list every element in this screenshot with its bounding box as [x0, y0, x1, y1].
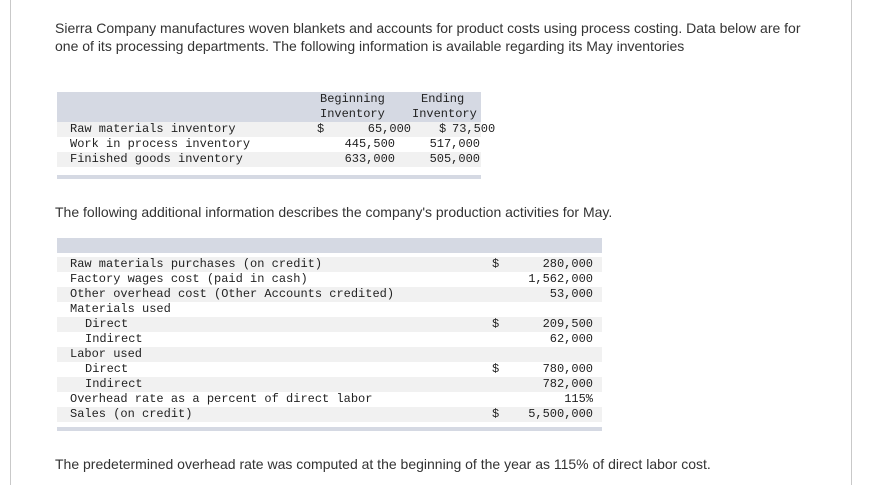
inventory-table-footer-rule: [57, 175, 481, 179]
table-row: [57, 272, 602, 287]
table-row: [57, 347, 602, 362]
table-row: [57, 317, 602, 332]
row-value: 115%: [564, 392, 593, 406]
frame-left-border: [10, 0, 11, 485]
table-row: [57, 122, 496, 137]
header-beginning-line1: Beginning: [320, 92, 385, 106]
table-row: [57, 407, 602, 422]
row-label: Materials used: [70, 302, 171, 316]
row-value: 209,500: [542, 317, 593, 331]
beginning-value: 65,000: [367, 122, 411, 136]
row-label: Raw materials inventory: [70, 122, 236, 136]
frame-right-border: [851, 0, 852, 485]
currency-symbol: $: [317, 122, 325, 136]
activities-intro-paragraph: The following additional information describes the company's production activities for May.: [55, 204, 613, 220]
table-row: [57, 152, 481, 167]
ending-value: 73,500: [452, 122, 496, 136]
intro-paragraph: Sierra Company manufactures woven blankets and accounts for product costs using process costing. Data below are for one of its processing departments. The following information is available regarding its May inventories: [55, 20, 801, 54]
header-ending-line2: Inventory: [412, 107, 477, 121]
row-label: Direct: [85, 362, 129, 376]
row-value: 5,500,000: [528, 407, 593, 421]
row-value: 780,000: [542, 362, 593, 376]
table-row: [57, 392, 602, 407]
table-row: [57, 302, 602, 317]
ending-value: 517,000: [429, 137, 480, 151]
table-row: [57, 377, 602, 392]
currency-symbol: $: [492, 362, 500, 376]
row-value: 280,000: [542, 257, 593, 271]
activity-table-footer-rule: [57, 427, 602, 431]
beginning-value: 633,000: [344, 152, 395, 166]
row-value: 53,000: [549, 287, 593, 301]
table-row: [57, 287, 602, 302]
header-ending-line1: Ending: [421, 92, 465, 106]
ending-value: 505,000: [429, 152, 480, 166]
inventory-table-header: [57, 92, 481, 122]
row-label: Direct: [85, 317, 129, 331]
table-row: [57, 137, 481, 152]
row-label: Sales (on credit): [70, 407, 193, 421]
header-beginning-line2: Inventory: [320, 107, 385, 121]
row-label: Indirect: [85, 332, 143, 346]
activity-table-header: [57, 238, 602, 253]
row-value: 62,000: [549, 332, 593, 346]
beginning-value: 445,500: [344, 137, 395, 151]
currency-symbol: $: [492, 317, 500, 331]
inventory-table: [57, 92, 496, 179]
row-label: Finished goods inventory: [70, 152, 243, 166]
activity-table: [57, 238, 602, 431]
row-label: Labor used: [70, 347, 143, 361]
row-label: Work in process inventory: [70, 137, 251, 151]
row-label: Overhead rate as a percent of direct labor: [70, 392, 373, 406]
currency-symbol: $: [492, 407, 500, 421]
table-row: [57, 332, 602, 347]
table-row: [57, 362, 602, 377]
row-label: Raw materials purchases (on credit): [70, 257, 323, 271]
currency-symbol: $: [492, 257, 500, 271]
row-label: Other overhead cost (Other Accounts credited): [70, 287, 395, 301]
row-label: Indirect: [85, 377, 143, 391]
row-value: 782,000: [542, 377, 593, 391]
row-label: Factory wages cost (paid in cash): [70, 272, 308, 286]
currency-symbol: $: [439, 122, 447, 136]
overhead-rate-note: The predetermined overhead rate was computed at the beginning of the year as 115% of direct labor cost.: [55, 456, 711, 472]
row-value: 1,562,000: [528, 272, 593, 286]
table-row: [57, 257, 602, 272]
